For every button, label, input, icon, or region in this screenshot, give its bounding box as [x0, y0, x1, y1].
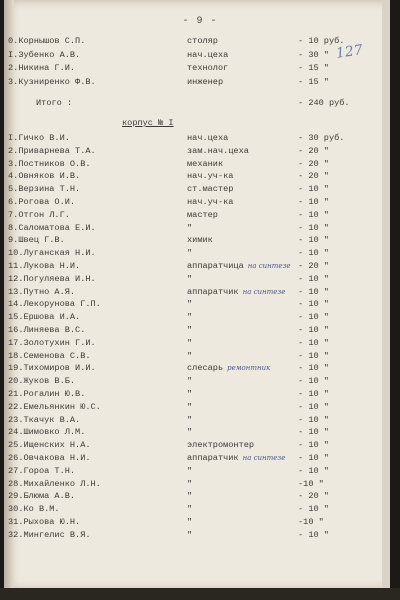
amount: - 10 " — [298, 440, 329, 451]
amount: - 10 " — [298, 465, 329, 476]
position-text: " — [187, 325, 193, 335]
employee-position — [187, 223, 192, 233]
employee-name: 27.Гороа Т.Н. — [8, 465, 76, 476]
section-title: корпус № I — [122, 118, 174, 128]
employee-name: 31.Рыхова Ю.Н. — [8, 517, 81, 527]
employee-position — [187, 63, 228, 73]
total-label: Итого : — [36, 98, 73, 108]
amount: - 10 " — [298, 350, 329, 361]
position-text: " — [187, 465, 193, 476]
position-text: слесарь — [187, 363, 224, 374]
amount: - 20 " — [298, 158, 329, 169]
amount: - 10 " — [298, 299, 329, 310]
employee-name: 2.Никина Г.И. — [8, 63, 76, 73]
employee-position — [187, 415, 192, 425]
list-item — [8, 427, 384, 439]
employee-name: 24.Шимовко Л.М. — [8, 427, 86, 438]
list-item — [8, 338, 384, 350]
amount: - 30 " — [298, 49, 329, 60]
list-item — [8, 184, 384, 196]
amount: - 10 " — [298, 286, 329, 297]
position-text: " — [187, 273, 193, 284]
employee-position — [187, 517, 192, 527]
employee-position — [187, 287, 285, 297]
position-text: столяр — [187, 36, 218, 46]
position-text: " — [187, 312, 193, 323]
employee-name: 32.Мингелис В.Я. — [8, 529, 91, 540]
employee-name: 9.Швец Г.В. — [8, 235, 65, 246]
list-item — [8, 491, 384, 503]
position-text: " — [187, 248, 193, 259]
employee-position — [187, 376, 192, 386]
employee-name: 6.Рогова О.И. — [8, 197, 76, 207]
employee-position — [187, 299, 192, 309]
position-text: " — [187, 350, 193, 361]
employee-name: 5.Верзина Т.Н. — [8, 184, 81, 195]
employee-name: 13.Путно А.Я. — [8, 286, 76, 297]
employee-position — [187, 440, 254, 450]
position-text: " — [187, 529, 193, 540]
employee-position — [187, 389, 192, 399]
position-text: " — [187, 517, 193, 527]
position-text: нач.цеха — [187, 133, 229, 143]
amount: - 30 руб. — [298, 133, 345, 143]
list-item — [8, 287, 384, 299]
employee-name: 2.Приварнева Т.А. — [8, 145, 96, 156]
amount: - 10 " — [298, 312, 329, 323]
employee-position — [187, 171, 233, 181]
list-item — [8, 36, 384, 48]
employee-position — [187, 261, 291, 271]
employee-position — [187, 235, 213, 245]
amount: - 10 " — [298, 504, 329, 515]
employee-name: 28.Михайленко Л.Н. — [8, 478, 101, 489]
list-item — [8, 504, 384, 516]
employee-name: 7.Отгон Л.Г. — [8, 209, 70, 220]
employee-name: 15.Ершова И.А. — [8, 312, 81, 323]
employee-name: 23.Ткачук В.А. — [8, 414, 81, 425]
list-item — [8, 466, 384, 478]
employee-position — [187, 466, 192, 476]
amount: - 10 " — [298, 427, 329, 438]
position-text: " — [187, 414, 193, 425]
position-text: " — [187, 427, 193, 438]
amount: - 10 " — [298, 453, 329, 463]
employee-position — [187, 402, 192, 412]
list-item — [8, 389, 384, 401]
position-text: " — [187, 299, 193, 310]
employee-name: 12.Погуляева И.Н. — [8, 273, 96, 284]
list-item — [8, 171, 384, 183]
employee-name: 22.Емельянкин Ю.С. — [8, 401, 101, 412]
position-text: ст.мастер — [187, 184, 234, 195]
amount: - 10 " — [298, 197, 329, 207]
employee-position — [187, 36, 218, 46]
amount: - 10 " — [298, 401, 329, 412]
list-item — [8, 235, 384, 247]
amount: - 15 " — [298, 76, 329, 87]
position-text: нач.цеха — [187, 49, 229, 60]
employee-position — [187, 210, 218, 220]
list-item — [8, 479, 384, 491]
position-text: аппаратчик — [187, 453, 239, 463]
handwritten-note: на синтезе — [242, 287, 286, 296]
employee-name: 3.Постников О.В. — [8, 158, 91, 169]
list-item — [8, 453, 384, 465]
amount: - 10 " — [298, 184, 329, 195]
list-item — [8, 274, 384, 286]
employee-position — [187, 248, 192, 258]
employee-position — [187, 351, 192, 361]
list-item — [8, 312, 384, 324]
amount: - 10 " — [298, 235, 329, 246]
list-item — [8, 402, 384, 414]
list-item — [8, 440, 384, 452]
employee-name: 11.Лукова Н.И. — [8, 261, 81, 271]
position-text: электромонтер — [187, 440, 255, 451]
position-text: инженер — [187, 76, 224, 87]
amount: - 10 " — [298, 325, 329, 335]
position-text: аппаратчик — [187, 286, 239, 297]
amount: -10 " — [298, 478, 324, 489]
amount: - 20 " — [298, 261, 329, 271]
employee-position — [187, 479, 192, 489]
employee-position — [187, 325, 192, 335]
employee-name: 17.Золотухин Г.И. — [8, 337, 96, 348]
amount: - 20 " — [298, 145, 329, 156]
amount: - 10 " — [298, 273, 329, 284]
position-text: " — [187, 401, 193, 412]
list-item — [8, 197, 384, 209]
position-text: " — [187, 491, 193, 502]
page-number: - 9 - — [182, 16, 218, 27]
amount: - 10 " — [298, 222, 329, 233]
employee-name: 3.Кузниренко Ф.В. — [8, 76, 96, 87]
employee-position — [187, 312, 192, 322]
handwritten-note: на синтезе — [247, 262, 291, 270]
archive-stamp: 127 — [335, 42, 364, 62]
position-text: " — [187, 504, 193, 515]
employee-name: 8.Саломатова Е.И. — [8, 222, 96, 233]
position-text: механик — [187, 158, 224, 169]
position-text: нач.уч-ка — [187, 197, 234, 207]
employee-name: 16.Линяева В.С. — [8, 325, 86, 335]
employee-position — [187, 491, 192, 501]
list-item — [8, 63, 384, 75]
employee-position — [187, 504, 192, 514]
employee-position — [187, 133, 228, 143]
employee-position — [187, 77, 223, 87]
list-item — [8, 299, 384, 311]
total-amount: - 240 руб. — [298, 98, 350, 108]
desk-background — [0, 588, 400, 600]
list-item — [8, 325, 384, 337]
employee-position — [187, 530, 192, 540]
handwritten-note: на синтезе — [242, 454, 286, 462]
amount: - 10 " — [298, 363, 329, 374]
amount: - 10 " — [298, 376, 329, 387]
employee-name: 14.Лекорунова Г.П. — [8, 299, 101, 310]
employee-position — [187, 50, 228, 60]
list-item — [8, 159, 384, 171]
list-item — [8, 363, 384, 375]
position-text: химик — [187, 235, 213, 246]
employee-position — [187, 453, 285, 463]
handwritten-note: ремонтник — [227, 364, 271, 373]
list-item — [8, 351, 384, 363]
employee-position — [187, 159, 223, 169]
list-item — [8, 376, 384, 388]
employee-name: 10.Луганская Н.И. — [8, 248, 96, 259]
list-item — [8, 415, 384, 427]
list-item — [8, 133, 384, 145]
list-item — [8, 50, 384, 62]
list-item — [8, 210, 384, 222]
employee-name: I.Гичко В.И. — [8, 133, 70, 143]
list-item — [8, 146, 384, 158]
employee-name: 19.Тихомиров И.И. — [8, 363, 96, 374]
employee-name: 25.Ищенских Н.А. — [8, 440, 91, 451]
employee-name: 18.Семенова С.В. — [8, 350, 91, 361]
amount: - 10 " — [298, 248, 329, 259]
employee-position — [187, 363, 270, 373]
list-item — [8, 248, 384, 260]
position-text: аппаратчица — [187, 261, 244, 271]
amount: - 10 " — [298, 389, 329, 399]
position-text: " — [187, 222, 193, 233]
employee-name: I.Зубенко А.В. — [8, 49, 81, 60]
amount: - 10 " — [298, 337, 329, 348]
position-text: " — [187, 376, 193, 387]
position-text: нач.уч-ка — [187, 171, 234, 182]
employee-name: 29.Блюма А.В. — [8, 491, 76, 502]
employee-position — [187, 197, 233, 207]
amount: - 15 " — [298, 63, 329, 73]
position-text: мастер — [187, 209, 218, 220]
employee-name: 4.Овняков И.В. — [8, 171, 81, 182]
position-text: технолог — [187, 63, 229, 73]
amount: - 10 руб. — [298, 36, 345, 46]
employee-position — [187, 427, 192, 437]
employee-position — [187, 338, 192, 348]
employee-name: 30.Ко В.М. — [8, 504, 60, 515]
amount: -10 " — [298, 517, 324, 527]
employee-position — [187, 146, 249, 156]
position-text: " — [187, 478, 193, 489]
list-item — [8, 530, 384, 542]
list-item — [8, 77, 384, 89]
amount: - 10 " — [298, 529, 329, 540]
list-item — [8, 223, 384, 235]
employee-name: 0.Корнышов С.П. — [8, 36, 86, 46]
employee-name: 26.Овчакова Н.И. — [8, 453, 91, 463]
employee-name: 21.Рогалин Ю.В. — [8, 389, 86, 399]
amount: - 10 " — [298, 414, 329, 425]
position-text: зам.нач.цеха — [187, 145, 249, 156]
list-item — [8, 517, 384, 529]
employee-position — [187, 274, 192, 284]
amount: - 10 " — [298, 209, 329, 220]
position-text: " — [187, 337, 193, 348]
employee-position — [187, 184, 233, 194]
employee-name: 20.Жуков В.Б. — [8, 376, 76, 387]
list-item — [8, 261, 384, 273]
amount: - 20 " — [298, 491, 329, 502]
position-text: " — [187, 389, 193, 399]
amount: - 20 " — [298, 171, 329, 182]
